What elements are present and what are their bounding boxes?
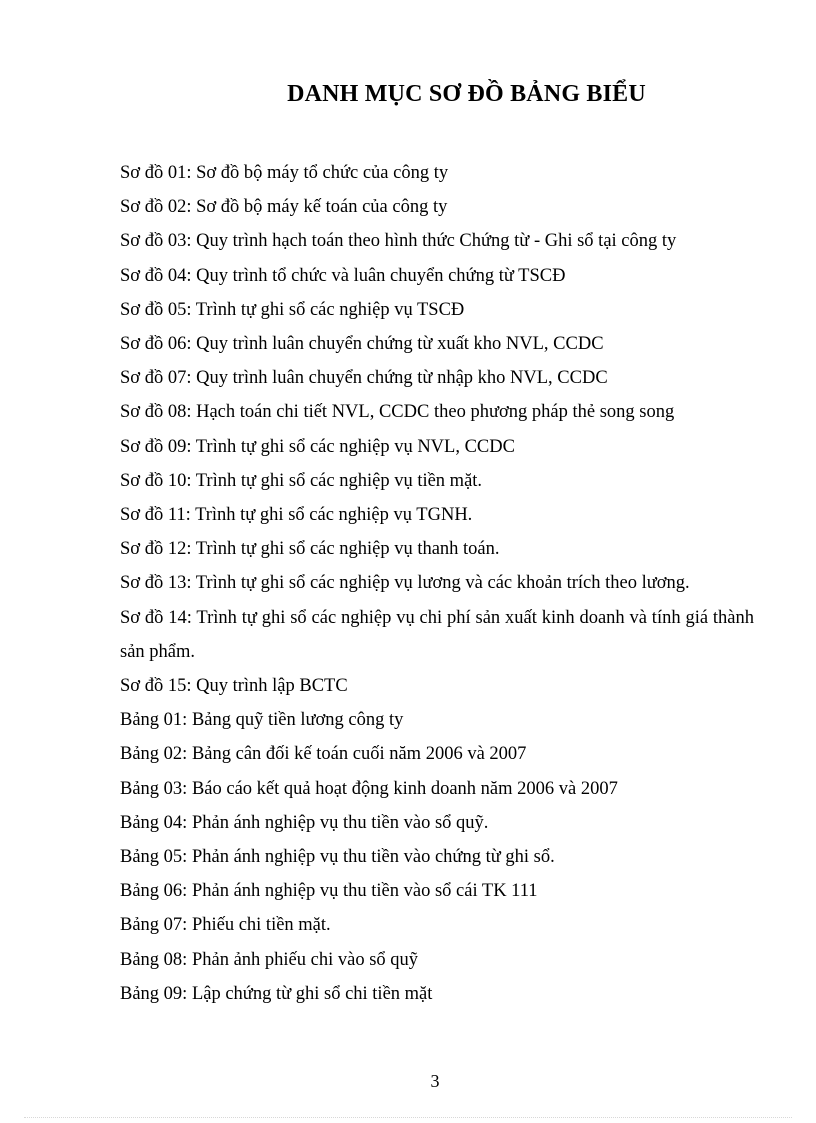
page-bottom-divider [24, 1117, 792, 1118]
list-item: Sơ đồ 09: Trình tự ghi sổ các nghiệp vụ NVL, CCDC [120, 436, 515, 457]
list-item: Sơ đồ 05: Trình tự ghi sổ các nghiệp vụ TSCĐ [120, 299, 465, 320]
list-item: Sơ đồ 07: Quy trình luân chuyển chứng từ nhập kho NVL, CCDC [120, 368, 608, 389]
list-item: Sơ đồ 08: Hạch toán chi tiết NVL, CCDC theo phương pháp thẻ song song [120, 402, 675, 423]
list-item: Sơ đồ 01: Sơ đồ bộ máy tổ chức của công ty [120, 163, 449, 183]
list-item: Bảng 05: Phản ánh nghiệp vụ thu tiền vào chứng từ ghi sổ. [120, 847, 555, 868]
page-title: DANH MỤC SƠ ĐỒ BẢNG BIỂU [287, 81, 646, 107]
figure-table-list [120, 156, 754, 1011]
list-item: Bảng 06: Phản ánh nghiệp vụ thu tiền vào sổ cái TK 111 [120, 881, 538, 902]
list-item: Bảng 09: Lập chứng từ ghi sổ chi tiền mặt [120, 983, 433, 1004]
list-item: Bảng 01: Bảng quỹ tiền lương công ty [120, 710, 404, 731]
list-item: Bảng 04: Phản ánh nghiệp vụ thu tiền vào sổ quỹ. [120, 812, 489, 833]
list-item: Sơ đồ 03: Quy trình hạch toán theo hình thức Chứng từ - Ghi sổ tại công ty [120, 231, 677, 252]
list-item: Sơ đồ 15: Quy trình lập BCTC [120, 676, 348, 697]
list-item: Sơ đồ 13: Trình tự ghi sổ các nghiệp vụ lương và các khoản trích theo lương. [120, 573, 690, 594]
page-number: 3 [430, 1071, 440, 1091]
list-item: Bảng 07: Phiếu chi tiền mặt. [120, 915, 331, 936]
list-item: Bảng 08: Phản ảnh phiếu chi vào sổ quỹ [120, 949, 419, 970]
list-item: Bảng 02: Bảng cân đối kế toán cuối năm 2006 và 2007 [120, 744, 527, 765]
list-item: Sơ đồ 06: Quy trình luân chuyển chứng từ xuất kho NVL, CCDC [120, 334, 604, 355]
list-item: Sơ đồ 04: Quy trình tổ chức và luân chuyển chứng từ TSCĐ [120, 265, 566, 286]
list-item: Sơ đồ 02: Sơ đồ bộ máy kế toán của công ty [120, 197, 448, 218]
list-item: Bảng 03: Báo cáo kết quả hoạt động kinh doanh năm 2006 và 2007 [120, 778, 618, 799]
list-item: Sơ đồ 12: Trình tự ghi sổ các nghiệp vụ thanh toán. [120, 539, 500, 560]
list-item: Sơ đồ 14: Trình tự ghi sổ các nghiệp vụ chi phí sản xuất kinh doanh và tính giá thành sản phẩm. [120, 607, 754, 662]
list-item: Sơ đồ 10: Trình tự ghi sổ các nghiệp vụ tiền mặt. [120, 470, 483, 491]
list-item: Sơ đồ 11: Trình tự ghi sổ các nghiệp vụ TGNH. [120, 505, 473, 526]
